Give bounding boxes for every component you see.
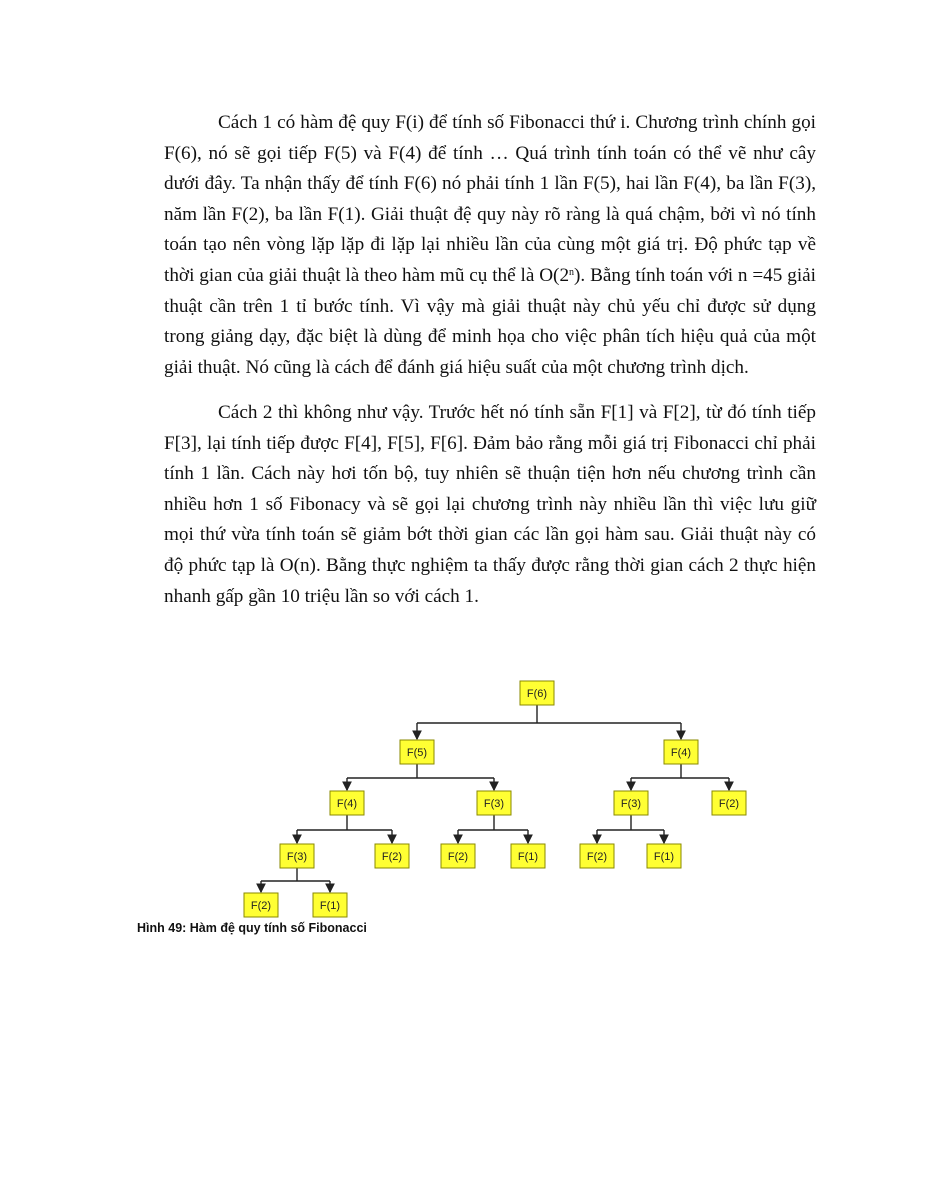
tree-connector [297,815,392,830]
tree-node [647,844,681,868]
tree-node-label: F(3) [620,798,642,810]
tree-node [520,681,554,705]
tree-node-label: F(4) [670,747,692,759]
tree-node [664,740,698,764]
tree-node [330,791,364,815]
tree-node [400,740,434,764]
tree-node [614,791,648,815]
tree-node-label: F(3) [286,851,308,863]
tree-node-label: F(2) [250,900,272,912]
tree-node [441,844,475,868]
tree-connector [347,764,494,778]
tree-node [477,791,511,815]
tree-connector [597,815,664,830]
tree-connector [458,815,528,830]
tree-node-label: F(1) [517,851,539,863]
tree-node-label: F(4) [336,798,358,810]
tree-node [580,844,614,868]
tree-node [313,893,347,917]
tree-node [712,791,746,815]
paragraph-1-text-end: ). Bằng tính toán với n =45 giải thuật cần trên 1 tỉ bước tính. Vì vậy mà giải thuật này chủ yếu chỉ được sử dụng trong giảng dạy, đặc biệt là dùng để minh họa cho việc phân tích hiệu quả của một giải thuật. Nó cũng là cách để đánh giá hiệu suất của một chương trình dịch. [164,264,816,378]
tree-connector [261,868,330,881]
exponent-n: n [569,266,575,278]
tree-connector [417,705,681,723]
tree-node-label: F(1) [653,851,675,863]
tree-node [375,844,409,868]
tree-node-label: F(6) [526,688,548,700]
tree-node [244,893,278,917]
tree-node-label: F(2) [381,851,403,863]
tree-node-label: F(5) [406,747,428,759]
tree-node-label: F(3) [483,798,505,810]
tree-connector [631,764,729,778]
tree-node-label: F(1) [319,900,341,912]
tree-node-label: F(2) [447,851,469,863]
tree-node [280,844,314,868]
tree-node-label: F(2) [718,798,740,810]
tree-node-label: F(2) [586,851,608,863]
paragraph-method-2: Cách 2 thì không như vậy. Trước hết nó tính sẵn F[1] và F[2], từ đó tính tiếp F[3], lại tính tiếp được F[4], F[5], F[6]. Đảm bảo rằng mỗi giá trị Fibonacci chỉ phải tính 1 lần. Cách này hơi tốn bộ, tuy nhiên sẽ thuận tiện hơn nếu chương trình cần nhiều hơn 1 số Fibonacy và sẽ gọi lại chương trình này nhiều lần thì việc lưu giữ mọi thứ vừa tính toán sẽ giảm bớt thời gian các lần gọi hàm sau. Giải thuật này có độ phức tạp là O(n). Bằng thực nghiệm ta thấy được rằng thời gian cách 2 thực hiện nhanh gấp gần 10 triệu lần so với cách 1. [164,402,816,607]
tree-node [511,844,545,868]
figure-caption: Hình 49: Hàm đệ quy tính số Fibonacci [137,921,367,935]
paragraph-1-text: Cách 1 có hàm đệ quy F(i) để tính số Fibonacci thứ i. Chương trình chính gọi F(6), nó sẽ gọi tiếp F(5) và F(4) để tính … Quá trình tính toán có thể vẽ như cây dưới đây. Ta nhận thấy để tính F(6) nó phải tính 1 lần F(5), hai lần F(4), ba lần F(3), năm lần F(2), ba lần F(1). Giải thuật đệ quy này rõ ràng là quá chậm, bởi vì nó tính toán tạo nên vòng lặp lặp đi lặp lại nhiều lần của cùng một giá trị. Độ phức tạp về thời gian của giải thuật là theo hàm mũ cụ thể là O(2 [164,112,816,286]
